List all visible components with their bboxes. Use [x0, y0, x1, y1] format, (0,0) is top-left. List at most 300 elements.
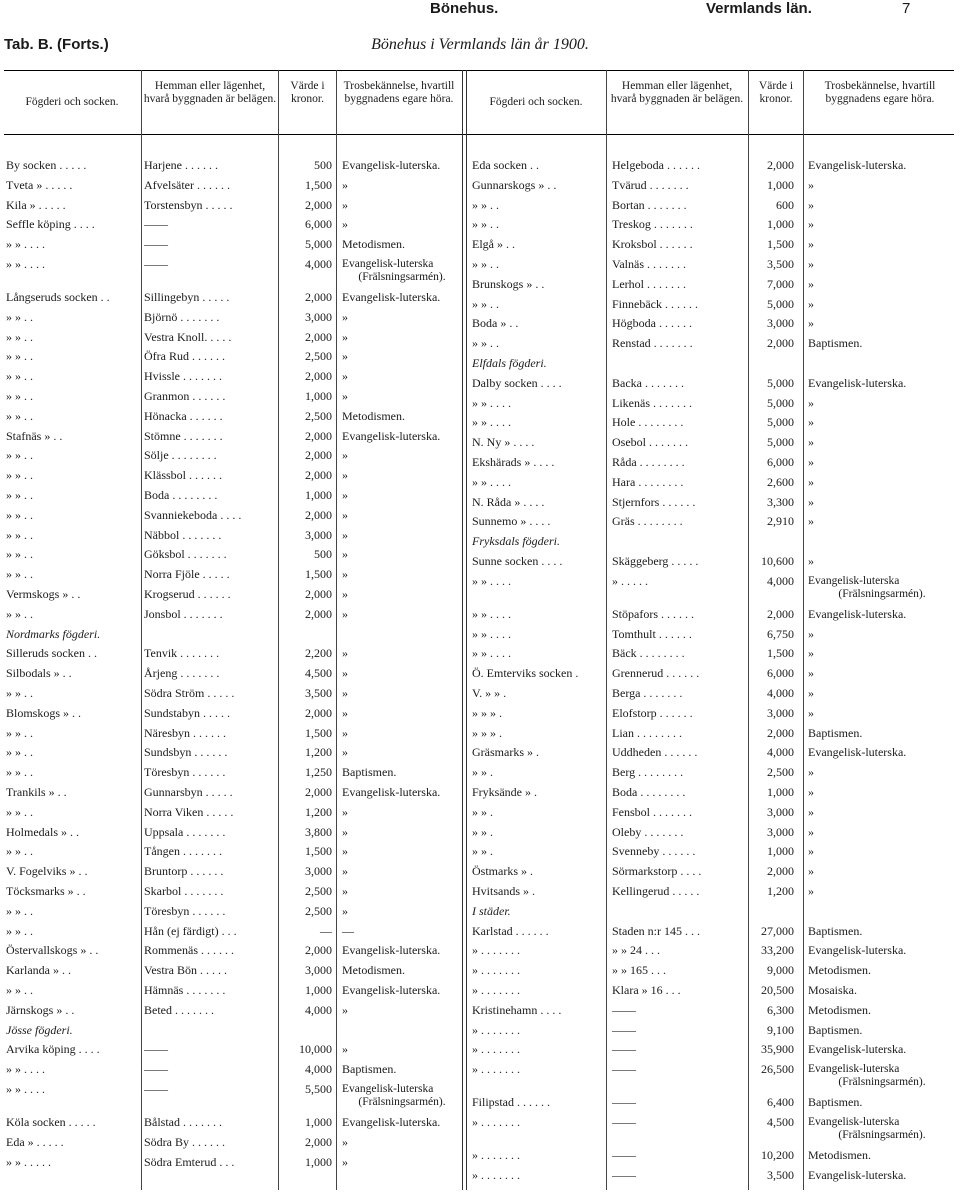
hemman-cell: » » 24 . . .	[612, 943, 660, 958]
trosbekannelse-cell: Evangelisk-luterska.	[808, 1042, 907, 1057]
socken-cell: » » .	[472, 824, 493, 839]
varde-cell: 35,900	[761, 1042, 794, 1057]
varde-cell: 2,000	[767, 864, 794, 879]
socken-cell: N. Råda » . . . .	[472, 494, 545, 509]
table-row	[472, 625, 956, 643]
trosbekannelse-cell: Evangelisk-luterska.	[808, 1167, 907, 1182]
hemman-cell: Finnebäck . . . . . .	[612, 296, 698, 311]
hemman-cell: Kroksbol . . . . . .	[612, 237, 693, 252]
header-rule-top	[4, 70, 954, 71]
table-row	[472, 275, 956, 293]
table-row	[472, 1040, 956, 1058]
trosbekannelse-cell: Evangelisk-luterska.	[808, 606, 907, 621]
hemman-cell: Staden n:r 145 . . .	[612, 923, 700, 938]
table-row	[472, 1166, 956, 1184]
table-row	[6, 862, 458, 880]
hemman-cell: ——	[144, 217, 168, 232]
hemman-cell: Sillingebyn . . . . .	[144, 290, 230, 304]
socken-cell: Karlstad . . . . . .	[472, 923, 549, 938]
hemman-cell: ——	[612, 1002, 636, 1017]
hemman-cell: Stjernfors . . . . . .	[612, 494, 696, 509]
socken-cell: Töcksmarks » . .	[6, 884, 86, 898]
hemman-cell: ——	[612, 1148, 636, 1162]
hemman-cell: Klässbol . . . . . .	[144, 468, 222, 483]
table-row	[6, 922, 458, 940]
varde-cell: 5,000	[767, 375, 794, 390]
trosbekannelse-cell: »	[808, 177, 814, 192]
varde-cell: 3,000	[767, 824, 794, 839]
trosbekannelse-cell: Metodismen.	[342, 963, 405, 978]
hemman-cell: Bruntorp . . . . . .	[144, 864, 224, 879]
hemman-cell: Vestra Knoll. . . . .	[144, 329, 232, 344]
socken-cell: Järnskogs » . .	[6, 1002, 75, 1017]
socken-cell: » » . .	[6, 488, 33, 502]
trosbekannelse-cell: »	[808, 785, 814, 799]
table-row	[6, 882, 458, 900]
socken-cell: Seffle köping . . . .	[6, 217, 95, 232]
trosbekannelse-cell: »	[342, 903, 348, 918]
socken-cell: » » . .	[6, 507, 33, 522]
table-row	[472, 684, 956, 702]
trosbekannelse-cell: »	[342, 488, 348, 502]
trosbekannelse-cell: Metodismen.	[808, 963, 871, 978]
socken-cell: » » . . . .	[472, 415, 511, 430]
subheading-row	[472, 354, 956, 372]
trosbekannelse-cell: »	[808, 765, 814, 780]
trosbekannelse-cell	[342, 258, 462, 284]
table-row	[6, 941, 458, 959]
trosbekannelse-cell: Metodismen.	[342, 237, 405, 252]
trosbekannelse-cell: Baptismen.	[342, 765, 397, 780]
table-row	[472, 1146, 956, 1164]
table-row	[472, 1021, 956, 1039]
socken-cell: Dalby socken . . . .	[472, 375, 562, 390]
hemman-cell: Hån (ej färdigt) . . .	[144, 923, 237, 938]
socken-cell: » » . .	[6, 468, 33, 483]
varde-cell: 2,500	[305, 884, 332, 898]
hemman-cell: ——	[144, 257, 168, 271]
hemman-cell: Lerhol . . . . . . .	[612, 276, 686, 291]
hemman-cell: ——	[144, 1062, 168, 1077]
hemman-cell: Uddheden . . . . . .	[612, 745, 698, 760]
varde-cell: 2,000	[305, 428, 332, 443]
socken-cell: Blomskogs » . .	[6, 705, 82, 720]
trosbekannelse-cell: »	[342, 1154, 348, 1169]
hemman-cell: Sundsbyn . . . . . .	[144, 745, 228, 760]
table-row	[6, 585, 458, 603]
varde-cell: 6,000	[305, 217, 332, 232]
varde-cell: 6,750	[767, 626, 794, 641]
table-row	[472, 961, 956, 979]
varde-cell: 4,500	[305, 666, 332, 681]
hemman-cell: » . . . . .	[612, 573, 648, 588]
socken-cell: » » . .	[6, 844, 33, 859]
varde-cell: 9,000	[767, 963, 794, 978]
table-row	[6, 196, 458, 214]
trosbekannelse-line: Evangelisk-luterska	[808, 1116, 900, 1128]
varde-cell: 10,000	[299, 1042, 332, 1057]
socken-cell: » . . . . . . .	[472, 1042, 520, 1057]
socken-cell: V. Fogelviks » . .	[6, 864, 88, 879]
socken-cell: » » . .	[6, 686, 33, 700]
hemman-cell: Beted . . . . . . .	[144, 1002, 214, 1017]
trosbekannelse-cell: Evangelisk-luterska.	[808, 745, 907, 760]
socken-cell: » » . .	[6, 903, 33, 918]
hemman-cell: ——	[144, 1042, 168, 1057]
hemman-cell: Stöpafors . . . . . .	[612, 606, 694, 621]
socken-cell: Gunnarskogs » . .	[472, 177, 557, 192]
table-row	[472, 196, 956, 214]
varde-cell: 1,500	[305, 725, 332, 740]
socken-cell: Fryksände » .	[472, 785, 537, 799]
varde-cell: 1,000	[305, 488, 332, 502]
socken-cell: » . . . . . . .	[472, 1022, 520, 1037]
trosbekannelse-cell: »	[808, 474, 814, 489]
varde-cell: 2,000	[305, 587, 332, 601]
varde-cell: 1,200	[305, 804, 332, 819]
socken-cell: » » . . . .	[6, 237, 45, 252]
trosbekannelse-cell: »	[808, 884, 814, 898]
table-row	[6, 1001, 458, 1019]
trosbekannelse-cell: Baptismen.	[808, 725, 863, 740]
varde-cell: 27,000	[761, 923, 794, 938]
varde-cell: 2,910	[767, 514, 794, 529]
table-row	[6, 545, 458, 563]
table-row	[472, 493, 956, 511]
varde-cell: 3,500	[305, 686, 332, 700]
trosbekannelse-cell: Evangelisk-luterska.	[808, 158, 907, 172]
trosbekannelse-cell: »	[808, 494, 814, 509]
trosbekannelse-line: Evangelisk-luterska	[342, 1083, 434, 1095]
hemman-cell: ——	[612, 1115, 636, 1129]
trosbekannelse-note: (Frälsningsarmén).	[838, 587, 926, 600]
table-row	[6, 961, 458, 979]
table-row	[6, 803, 458, 821]
hemman-cell: Jonsbol . . . . . . .	[144, 606, 223, 621]
socken-cell: » » . .	[6, 408, 33, 423]
table-row	[6, 446, 458, 464]
trosbekannelse-cell: Metodismen.	[808, 1148, 871, 1162]
trosbekannelse-cell: »	[808, 705, 814, 720]
trosbekannelse-cell: »	[342, 884, 348, 898]
table-row	[472, 314, 956, 332]
socken-cell: Holmedals » . .	[6, 824, 79, 839]
varde-cell: 1,500	[305, 844, 332, 859]
hemman-cell: Södra Emterud . . .	[144, 1154, 235, 1169]
socken-cell: » » . . . .	[472, 646, 511, 661]
table-row	[472, 255, 956, 273]
hemman-cell: Näresbyn . . . . . .	[144, 725, 226, 740]
hemman-cell: Tvärud . . . . . . .	[612, 177, 689, 192]
subheading-row	[472, 532, 956, 550]
varde-cell: 1,000	[305, 983, 332, 997]
trosbekannelse-cell: »	[808, 844, 814, 859]
varde-cell: 5,000	[767, 296, 794, 311]
trosbekannelse-line: Evangelisk-luterska	[808, 1063, 900, 1076]
socken-cell: » » . .	[472, 197, 499, 212]
socken-cell: » » . .	[6, 765, 33, 780]
socken-cell: » » . .	[6, 369, 33, 384]
table-row	[472, 572, 956, 600]
hemman-cell: ——	[144, 237, 168, 252]
socken-cell: » » . .	[472, 257, 499, 271]
table-row	[6, 308, 458, 326]
socken-cell: » » . .	[6, 804, 33, 819]
varde-cell: 3,300	[767, 494, 794, 509]
table-row	[6, 427, 458, 445]
center-divider	[462, 70, 467, 1190]
table-row	[472, 215, 956, 233]
hemman-cell: Skäggeberg . . . . .	[612, 554, 699, 568]
socken-cell: Brunskogs » . .	[472, 276, 545, 291]
varde-cell: 3,500	[767, 257, 794, 271]
header-hemman: Hemman eller lägenhet, hvarå byggnaden är belägen.	[143, 80, 277, 105]
trosbekannelse-cell: »	[342, 1002, 348, 1017]
varde-cell: 1,000	[767, 177, 794, 192]
varde-cell: 1,000	[767, 785, 794, 799]
hemman-cell: Elofstorp . . . . . .	[612, 705, 693, 720]
varde-cell: 2,500	[767, 765, 794, 780]
hemman-cell: Uppsala . . . . . . .	[144, 824, 226, 839]
page-title: Bönehus i Vermlands län år 1900.	[371, 36, 589, 53]
socken-cell: » » » .	[472, 705, 502, 720]
hemman-cell: Vestra Bön . . . . .	[144, 963, 227, 978]
header-fogderi-right: Fögderi och socken.	[489, 96, 583, 108]
table-row	[6, 565, 458, 583]
header-fogderi: Fögderi och socken.	[25, 96, 119, 108]
table-row	[472, 644, 956, 662]
socken-cell: Kila » . . . . .	[6, 197, 66, 212]
fogderi-subheading: Elfdals fögderi.	[472, 356, 547, 370]
trosbekannelse-cell: »	[342, 1134, 348, 1149]
running-head	[0, 0, 960, 20]
varde-cell: 4,000	[767, 745, 794, 760]
table-row	[472, 552, 956, 570]
socken-cell: » . . . . . . .	[472, 983, 520, 997]
trosbekannelse-cell: »	[808, 646, 814, 661]
socken-cell: » » . . . .	[472, 606, 511, 621]
trosbekannelse-cell: »	[808, 686, 814, 700]
trosbekannelse-cell: »	[342, 468, 348, 483]
trosbekannelse-cell: »	[342, 448, 348, 463]
table-row	[6, 743, 458, 761]
hemman-cell: ——	[144, 1082, 168, 1096]
table-row	[6, 684, 458, 702]
hemman-cell: Treskog . . . . . . .	[612, 217, 693, 232]
socken-cell: » » . .	[6, 606, 33, 621]
trosbekannelse-cell: »	[342, 705, 348, 720]
table-row	[6, 644, 458, 662]
trosbekannelse-cell: Evangelisk-luterska.	[342, 983, 441, 997]
socken-cell: Silleruds socken . .	[6, 646, 97, 661]
socken-cell: Sunne socken . . . .	[472, 554, 563, 568]
trosbekannelse-cell: Evangelisk-luterska.	[342, 943, 441, 958]
table-row	[6, 347, 458, 365]
table-row	[6, 387, 458, 405]
hemman-cell: Hole . . . . . . . .	[612, 415, 684, 430]
table-row	[472, 235, 956, 253]
trosbekannelse-cell: »	[342, 547, 348, 562]
hemman-cell: Töresbyn . . . . . .	[144, 765, 226, 780]
socken-cell: » » . .	[472, 296, 499, 311]
running-head-left: Bönehus.	[430, 0, 499, 17]
table-row	[472, 1060, 956, 1089]
hemman-cell: Renstad . . . . . . .	[612, 336, 693, 351]
trosbekannelse-note: (Frälsningsarmén).	[838, 1129, 926, 1141]
varde-cell: 2,000	[767, 725, 794, 740]
varde-cell: 3,000	[767, 705, 794, 720]
varde-cell: 600	[776, 197, 794, 212]
trosbekannelse-cell: »	[342, 329, 348, 344]
socken-cell: Sunnemo » . . . .	[472, 514, 551, 529]
varde-cell: 3,000	[305, 309, 332, 324]
socken-cell: » . . . . . . .	[472, 963, 520, 978]
hemman-cell: Granmon . . . . . .	[144, 389, 226, 403]
hemman-cell: Boda . . . . . . . .	[144, 488, 218, 502]
socken-cell: Filipstad . . . . . .	[472, 1095, 551, 1110]
socken-cell: » » . .	[6, 448, 33, 463]
varde-cell: 3,000	[305, 963, 332, 978]
trosbekannelse-cell: »	[808, 514, 814, 529]
socken-cell: » » . .	[6, 349, 33, 364]
varde-cell: 2,000	[305, 197, 332, 212]
hemman-cell: Hönacka . . . . . .	[144, 408, 223, 423]
varde-cell: 5,500	[305, 1082, 332, 1096]
table-row	[6, 1040, 458, 1058]
trosbekannelse-cell: »	[342, 217, 348, 232]
varde-cell: 1,500	[767, 237, 794, 252]
table-row	[472, 1093, 956, 1111]
varde-cell: 6,000	[767, 666, 794, 681]
table-row	[6, 486, 458, 504]
trosbekannelse-cell: »	[342, 1042, 348, 1057]
socken-cell: » . . . . . . .	[472, 1062, 520, 1077]
socken-cell: » » . .	[6, 725, 33, 740]
socken-cell: Boda » . .	[472, 316, 519, 331]
trosbekannelse-cell: »	[808, 296, 814, 311]
table-row	[472, 922, 956, 940]
table-row	[6, 156, 458, 174]
varde-cell: 1,200	[305, 745, 332, 760]
varde-cell: 33,200	[761, 943, 794, 958]
hemman-cell: ——	[612, 1042, 636, 1057]
trosbekannelse-cell: »	[808, 395, 814, 410]
hemman-cell: Klara » 16 . . .	[612, 983, 681, 997]
varde-cell: 2,000	[305, 290, 332, 304]
socken-cell: Karlanda » . .	[6, 963, 71, 978]
title-row	[0, 36, 960, 56]
socken-cell: Ö. Emterviks socken .	[472, 666, 579, 681]
varde-cell: 1,000	[305, 1154, 332, 1169]
socken-cell: » » . .	[6, 983, 33, 997]
trosbekannelse-note: (Frälsningsarmén).	[358, 1096, 446, 1108]
trosbekannelse-cell: »	[342, 389, 348, 403]
socken-cell: » » . .	[472, 336, 499, 351]
varde-cell: 2,000	[767, 336, 794, 351]
socken-cell: » » . . . .	[472, 395, 511, 410]
trosbekannelse-cell: »	[808, 666, 814, 681]
table-row	[472, 1001, 956, 1019]
socken-cell: » » . .	[6, 923, 33, 938]
table-row	[6, 783, 458, 801]
socken-cell: Östmarks » .	[472, 864, 533, 879]
trosbekannelse-cell: »	[342, 197, 348, 212]
varde-cell: 2,000	[305, 943, 332, 958]
varde-cell: 3,000	[305, 527, 332, 542]
hemman-cell: Oleby . . . . . . .	[612, 824, 684, 839]
varde-cell: 2,000	[305, 329, 332, 344]
socken-cell: Arvika köping . . . .	[6, 1042, 100, 1057]
varde-cell: 2,500	[305, 903, 332, 918]
hemman-cell: Lian . . . . . . . .	[612, 725, 682, 740]
trosbekannelse-cell: »	[342, 844, 348, 859]
hemman-cell: Sörmarkstorp . . . .	[612, 864, 702, 879]
table-row	[6, 407, 458, 425]
socken-cell: » » .	[472, 844, 493, 859]
varde-cell: 1,500	[767, 646, 794, 661]
hemman-cell: Södra By . . . . . .	[144, 1134, 225, 1149]
hemman-cell: Gräs . . . . . . . .	[612, 514, 683, 529]
hemman-cell: Berg . . . . . . . .	[612, 765, 684, 780]
socken-cell: Ekshärads » . . . .	[472, 455, 555, 469]
table-row	[472, 803, 956, 821]
trosbekannelse-cell: »	[342, 349, 348, 364]
hemman-cell: Grennerud . . . . . .	[612, 666, 700, 681]
varde-cell: 3,000	[305, 864, 332, 879]
hemman-cell: Tomthult . . . . . .	[612, 626, 692, 641]
varde-cell: 2,000	[767, 606, 794, 621]
varde-cell: 1,500	[305, 177, 332, 192]
varde-cell: 3,000	[767, 804, 794, 819]
header-hemman-right: Hemman eller lägenhet, hvarå byggnaden är belägen.	[610, 80, 744, 105]
subheading-row	[6, 625, 458, 643]
hemman-cell: Torstensbyn . . . . .	[144, 197, 233, 212]
hemman-cell: Hvissle . . . . . . .	[144, 369, 222, 384]
varde-cell: 3,000	[767, 316, 794, 331]
trosbekannelse-cell: »	[808, 257, 814, 271]
socken-cell: » » . .	[472, 217, 499, 232]
trosbekannelse-cell: »	[342, 646, 348, 661]
varde-cell: 2,200	[305, 646, 332, 661]
socken-cell: » » . .	[6, 745, 33, 760]
hemman-cell: Svenneby . . . . . .	[612, 844, 696, 859]
trosbekannelse-cell: »	[342, 864, 348, 879]
varde-cell: 10,200	[761, 1148, 794, 1162]
socken-cell: » » . . . .	[6, 1062, 45, 1077]
socken-cell: » » . .	[6, 527, 33, 542]
trosbekannelse-cell: Evangelisk-luterska.	[342, 785, 441, 799]
socken-cell: » » . . . .	[472, 626, 511, 641]
trosbekannelse-cell: Evangelisk-luterska.	[808, 375, 907, 390]
hemman-cell: Bortan . . . . . . .	[612, 197, 687, 212]
trosbekannelse-cell	[808, 575, 956, 601]
socken-cell: » . . . . . . .	[472, 1148, 520, 1162]
varde-cell: —	[320, 923, 332, 938]
trosbekannelse-cell: »	[808, 864, 814, 879]
hemman-cell: Harjene . . . . . .	[144, 158, 218, 172]
socken-cell: Elgå » . .	[472, 237, 515, 252]
table-row	[6, 176, 458, 194]
table-row	[472, 862, 956, 880]
table-row	[472, 1113, 956, 1141]
hemman-cell: Norra Fjöle . . . . .	[144, 567, 230, 582]
table-row	[472, 783, 956, 801]
varde-cell: 2,000	[305, 369, 332, 384]
socken-cell: Eda » . . . . .	[6, 1134, 64, 1149]
varde-cell: 1,000	[767, 844, 794, 859]
socken-cell: Köla socken . . . . .	[6, 1115, 96, 1129]
trosbekannelse-cell: »	[808, 415, 814, 430]
